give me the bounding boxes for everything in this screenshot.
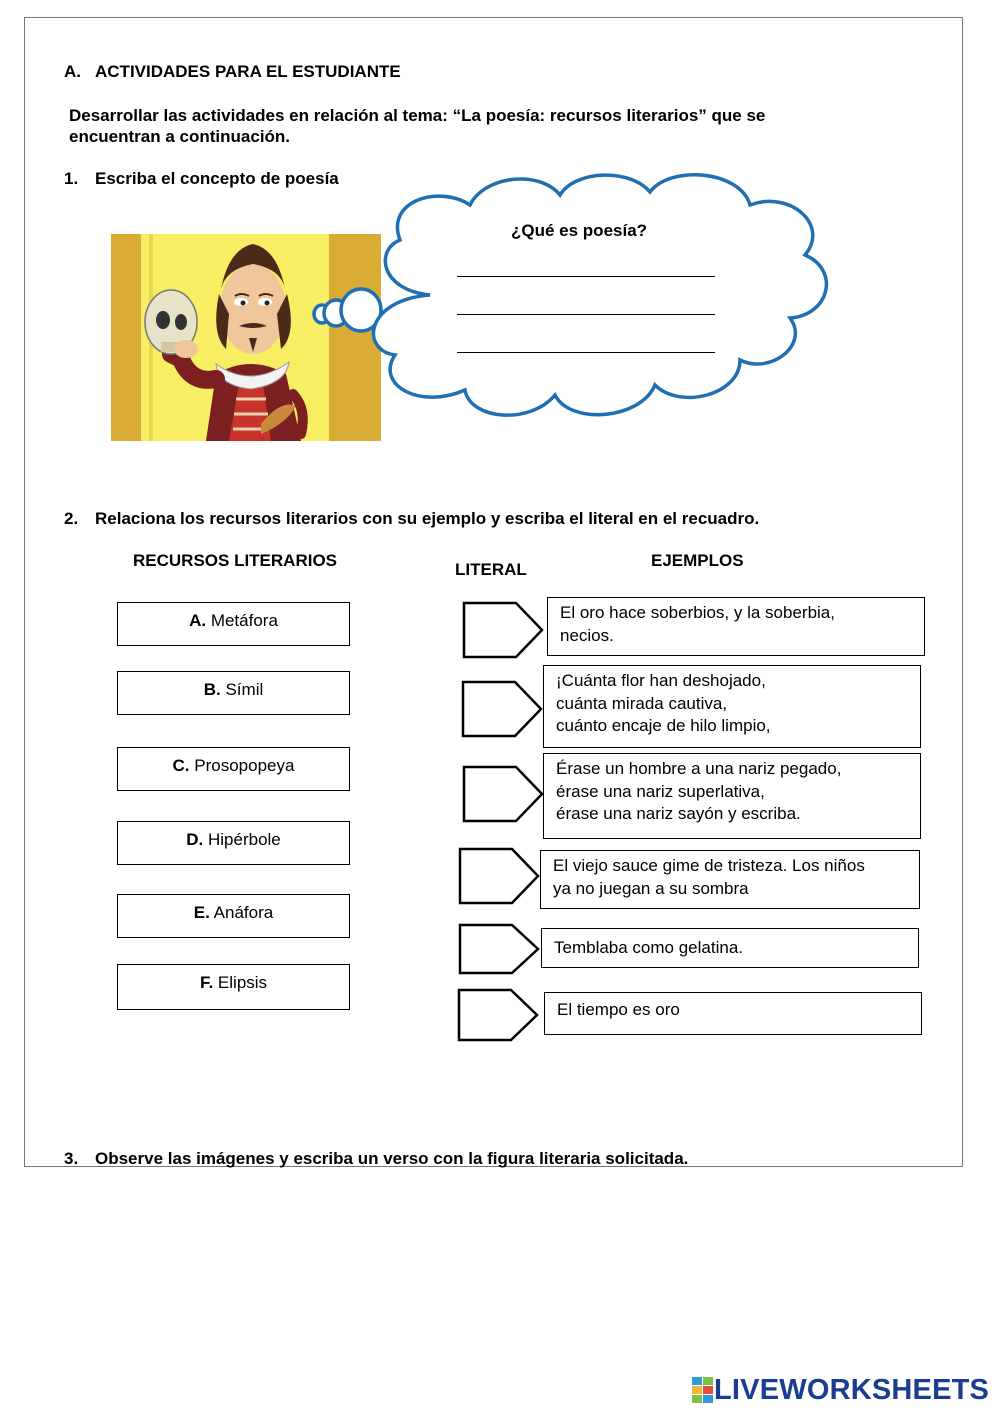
recurso-b: B. Símil [117, 671, 350, 715]
liveworksheets-logo[interactable] [692, 1374, 989, 1406]
header-recursos: RECURSOS LITERARIOS [133, 551, 338, 570]
ejemplo-2: ¡Cuánta flor han deshojado, cuánta mirada cautiva, cuánto encaje de hilo limpio, [543, 665, 921, 748]
recurso-f: F. Elipsis [117, 964, 350, 1010]
literal-box-1[interactable] [462, 600, 546, 660]
question-3: 3. Observe las imágenes y escriba un verso con la figura literaria solicitada. [64, 1149, 689, 1168]
cloud-title: ¿Qué es poesía? [511, 221, 648, 240]
ejemplo-5: Temblaba como gelatina. [541, 928, 919, 968]
recurso-c: C. Prosopopeya [117, 747, 350, 791]
header-ejemplos: EJEMPLOS [651, 551, 744, 570]
answer-line-1[interactable] [457, 276, 715, 277]
literal-box-6[interactable] [457, 987, 541, 1043]
ejemplo-1: El oro hace soberbios, y la soberbia, necios. [547, 597, 925, 656]
thought-cloud [300, 165, 835, 430]
recurso-e: E. Anáfora [117, 894, 350, 938]
logo-text: LIVEWORKSHEETS [714, 1373, 990, 1406]
ejemplo-4: El viejo sauce gime de tristeza. Los niños ya no juegan a su sombra [540, 850, 920, 909]
header-literal: LITERAL [455, 560, 527, 579]
literal-box-2[interactable] [461, 679, 545, 739]
instructions: Desarrollar las actividades en relación al tema: “La poesía: recursos literarios” que se encuentran a continuación. [69, 106, 766, 146]
answer-line-3[interactable] [457, 352, 715, 353]
question-2: 2. Relaciona los recursos literarios con su ejemplo y escriba el literal en el recuadro. [64, 509, 760, 528]
literal-box-3[interactable] [462, 764, 546, 824]
literal-box-5[interactable] [458, 922, 542, 976]
recurso-a: A. Metáfora [117, 602, 350, 646]
literal-box-4[interactable] [458, 846, 542, 906]
question-1: 1. Escriba el concepto de poesía [64, 169, 339, 188]
recurso-d: D. Hipérbole [117, 821, 350, 865]
logo-blocks-icon [692, 1377, 714, 1403]
ejemplo-3: Érase un hombre a una nariz pegado, érase una nariz superlativa, érase una nariz sayón y escriba. [543, 753, 921, 839]
answer-line-2[interactable] [457, 314, 715, 315]
ejemplo-6: El tiempo es oro [544, 992, 922, 1035]
section-a-heading: A. ACTIVIDADES PARA EL ESTUDIANTE [64, 62, 401, 81]
